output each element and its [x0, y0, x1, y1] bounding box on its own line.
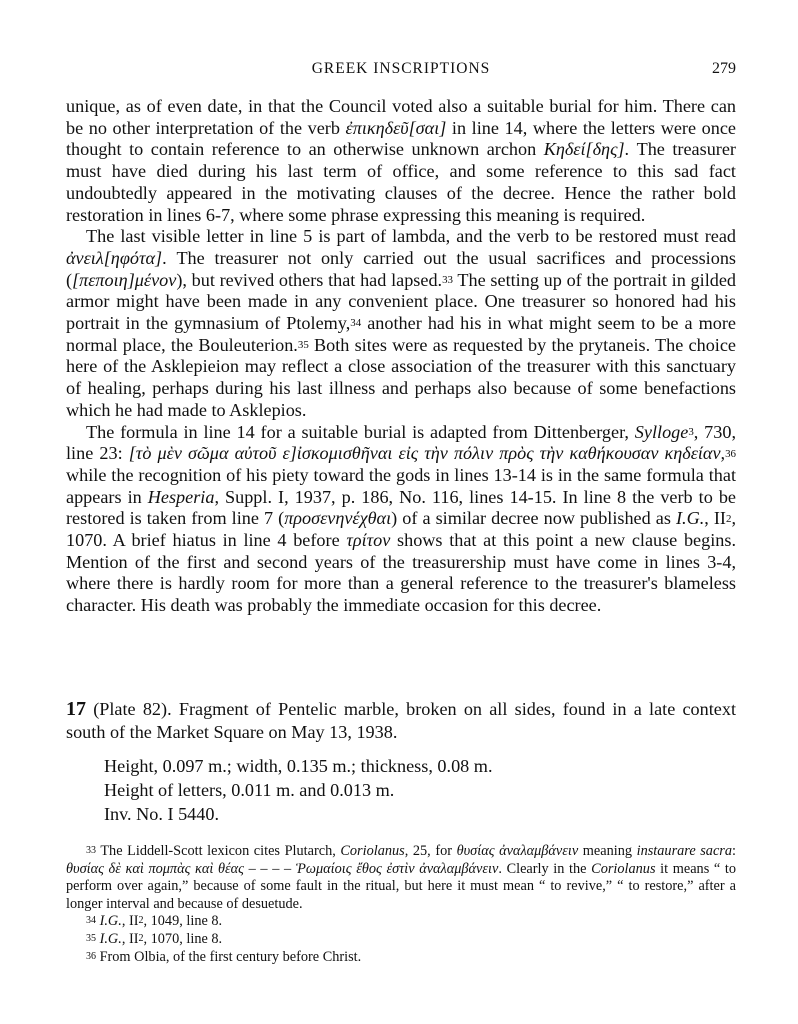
- paragraph-lambda: The last visible letter in line 5 is part of lambda, and the verb to be restored must read ἀνειλ[ηφότα]. The treasurer not only carried out the usual sacrifices and processions ([πεποιη]μένον), but revived others that had lapsed.$^{33}$ The setting up of the portrait in gilded armor might have been made in any convenient place. One treasurer so honored had his portrait in the gymnasium of Ptolemy,$^{34}$ another had his in what might seem to be a more normal place, the Bouleuterion.$^{35}$ Both sites were as requested by the prytaneis. The choice here of the Asklepieion may reflect a close association of the treasurer with this sanctuary of healing, perhaps during his last illness and perhaps also because of some benefactions which he had made to Asklepios.: [66, 226, 737, 420]
- greek-phrase: ἀνειλ[ηφότα]: [66, 247, 163, 268]
- greek-phrase: τρίτον: [346, 530, 391, 551]
- running-title: GREEK INSCRIPTIONS: [311, 60, 491, 77]
- greek-phrase: προσενηνέχθαι: [284, 508, 392, 529]
- footnote-ref-36[interactable]: 36: [725, 447, 736, 460]
- greek-phrase: [τὸ μὲν σῶμα αὐτοῦ ε]ἰσκομισθῆναι εἰς τὴν πόλιν πρὸς τὴν καθήκουσαν κηδείαν,: [128, 443, 726, 464]
- inscription-entry: [66, 698, 736, 744]
- greek-phrase: Κηδεί[δης]: [543, 139, 625, 160]
- footnotes: [66, 843, 736, 966]
- page-number: 279: [712, 60, 736, 77]
- running-head: [66, 60, 736, 84]
- footnote-33: $^{33}$ The Liddell-Scott lexicon cites Plutarch, Coriolanus, 25, for θυσίας ἀναλαμβάνειν meaning instaurare sacra: θυσίας δὲ καὶ πομπὰς καὶ θέας – – – – Ῥωμαίοις ἔθος ἐστὶν ἀναλαμβάνειν. Clearly in the Coriolanus it means “ to perform over again,” because of some fault in the ritual, but here it must mean “ to revive,” “ to restore,” after a longer interval and because of desuetude.: [66, 843, 737, 912]
- dimensions-list: [104, 754, 704, 826]
- entry-number: 17: [66, 698, 86, 720]
- footnote-34: $^{34}$ I.G., $II^2$, 1049, line 8.: [86, 913, 223, 930]
- entry-description: (Plate 82). Fragment of Pentelic marble, broken on all sides, found in a late context south of the Market Square on May 13, 1938.: [66, 699, 736, 742]
- paragraph-formula: The formula in line 14 for a suitable burial is adapted from Dittenberger, Sylloge$^3$, 730, line 23: [τὸ μὲν σῶμα αὐτοῦ ε]ἰσκομισθῆναι εἰς τὴν πόλιν πρὸς τὴν καθήκουσαν κηδείαν,$^{36}$ while the recognition of his piety toward the gods in lines 13-14 is in the same formula that appears in Hesperia, Suppl. I, 1937, p. 186, No. 116, lines 14-15. In line 8 the verb to be restored is taken from line 7 (προσενηνέχθαι) of a similar decree now published as I.G., $II^2$, 1070. A brief hiatus in line 4 before τρίτον shows that at this point a new clause begins. Mention of the first and second years of the treasurership must have come in lines 3-4, where there is hardly room for more than a general reference to the treasurer's blameless character. His death was probably the immediate occasion for this decree.: [66, 421, 736, 616]
- citation-title: I.G.: [675, 508, 705, 529]
- citation-title: Sylloge: [634, 421, 689, 442]
- dimension-line: Height of letters, 0.011 m. and 0.013 m.: [104, 780, 395, 800]
- dimension-line: Inv. No. I 5440.: [104, 804, 220, 824]
- footnote-35: $^{35}$ I.G., $II^2$, 1070, line 8.: [86, 930, 223, 947]
- greek-phrase: ἐπικηδεῦ[σαι]: [345, 117, 447, 138]
- footnote-ref-33[interactable]: 33: [442, 273, 453, 286]
- footnote-ref-35[interactable]: 35: [297, 339, 309, 352]
- footnote-36: $^{36}$ From Olbia, of the first century before Christ.: [86, 948, 362, 965]
- body-text: [66, 96, 736, 617]
- paragraph-burial: unique, as of even date, in that the Council voted also a suitable burial for him. There can be no other interpretation of the verb ἐπικηδεῦ[σαι] in line 14, where the letters were once thought to contain reference to an otherwise unknown archon Κηδεί[δης]. The treasurer must have died during his last term of office, and some reference to this sad fact undoubtedly appeared in the motivating clauses of the decree. Hence the rather bold restoration in lines 6-7, where some phrase expressing this meaning is required.: [66, 96, 736, 225]
- footnote-ref-34[interactable]: 34: [350, 317, 362, 330]
- dimension-line: Height, 0.097 m.; width, 0.135 m.; thickness, 0.08 m.: [104, 756, 493, 776]
- greek-phrase: [πεποιη]μένον: [72, 269, 177, 290]
- citation-title: Hesperia: [147, 486, 215, 507]
